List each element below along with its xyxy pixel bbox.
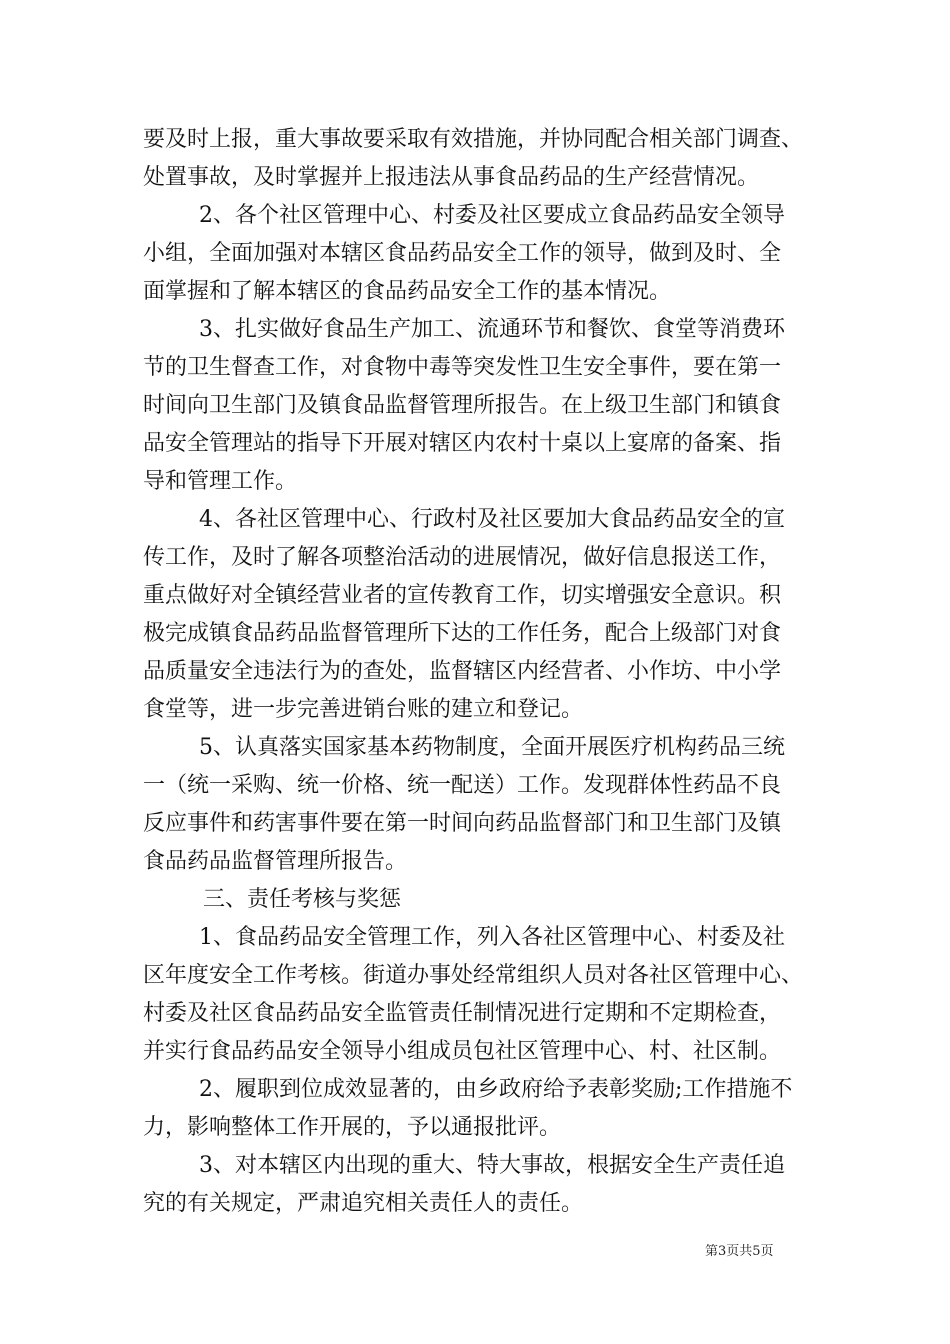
text-line: 力，影响整体工作开展的，予以通报批评。 [143,1115,562,1140]
text-line: 传工作，及时了解各项整治活动的进展情况，做好信息报送工作， [143,545,782,570]
text-line: 食堂等，进一步完善进销台账的建立和登记。 [143,697,584,722]
paragraph-start-line: 3、扎实做好食品生产加工、流通环节和餐饮、食堂等消费环 [199,317,785,342]
text-line: 品安全管理站的指导下开展对辖区内农村十桌以上宴席的备案、指 [143,431,782,456]
text-line: 一（统一采购、统一价格、统一配送）工作。发现群体性药品不良 [143,773,782,798]
paragraph-start-line: 5、认真落实国家基本药物制度，全面开展医疗机构药品三统 [199,735,785,760]
section-heading: 三、责任考核与奖惩 [203,887,402,912]
paragraph-start-line: 2、履职到位成效显著的，由乡政府给予表彰奖励;工作措施不 [199,1077,793,1102]
text-line: 节的卫生督查工作，对食物中毒等突发性卫生安全事件，要在第一 [143,355,782,380]
document-body [143,121,813,1223]
text-line: 面掌握和了解本辖区的食品药品安全工作的基本情况。 [143,279,672,304]
text-line: 村委及社区食品药品安全监管责任制情况进行定期和不定期检查， [143,1001,782,1026]
text-line: 食品药品监督管理所报告。 [143,849,408,874]
text-line: 究的有关规定，严肃追究相关责任人的责任。 [143,1191,584,1216]
text-line: 小组，全面加强对本辖区食品药品安全工作的领导，做到及时、全 [143,241,782,266]
text-line: 导和管理工作。 [143,469,298,494]
text-line: 反应事件和药害事件要在第一时间向药品监督部门和卫生部门及镇 [143,811,782,836]
paragraph-start-line: 3、对本辖区内出现的重大、特大事故，根据安全生产责任追 [199,1153,785,1178]
text-line: 重点做好对全镇经营业者的宣传教育工作，切实增强安全意识。积 [143,583,782,608]
text-line: 并实行食品药品安全领导小组成员包社区管理中心、村、社区制。 [143,1039,782,1064]
text-line: 要及时上报，重大事故要采取有效措施，并协同配合相关部门调查、 [143,127,804,152]
text-line: 处置事故，及时掌握并上报违法从事食品药品的生产经营情况。 [143,165,760,190]
text-line: 品质量安全违法行为的查处，监督辖区内经营者、小作坊、中小学 [143,659,782,684]
text-line: 极完成镇食品药品监督管理所下达的工作任务，配合上级部门对食 [143,621,782,646]
text-line: 时间向卫生部门及镇食品监督管理所报告。在上级卫生部门和镇食 [143,393,782,418]
text-line: 区年度安全工作考核。街道办事处经常组织人员对各社区管理中心、 [143,963,804,988]
page-number-footer: 第3页共5页 [705,1244,774,1259]
paragraph-start-line: 4、各社区管理中心、行政村及社区要加大食品药品安全的宣 [199,507,785,532]
paragraph-start-line: 2、各个社区管理中心、村委及社区要成立食品药品安全领导 [199,203,785,228]
paragraph-start-line: 1、食品药品安全管理工作，列入各社区管理中心、村委及社 [199,925,785,950]
